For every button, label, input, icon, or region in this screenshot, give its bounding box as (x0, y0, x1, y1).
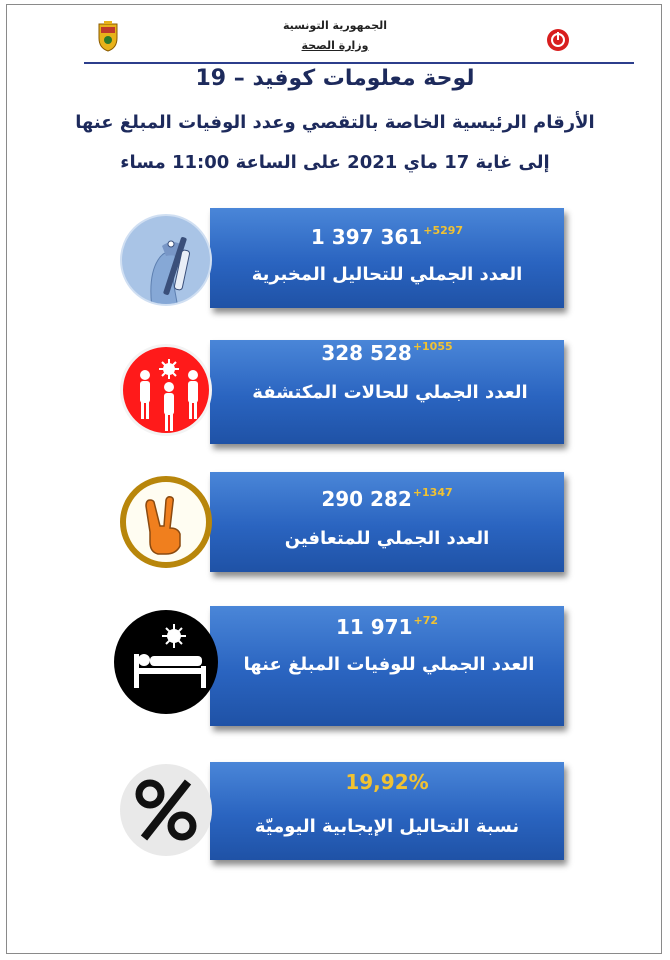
stat-value: 290 282 (321, 487, 412, 511)
detected-cases-people-icon (120, 344, 212, 436)
stat-value-line (210, 224, 564, 249)
stat-delta: +1347 (412, 486, 453, 499)
tunisia-emblem-icon (96, 20, 120, 52)
percent-icon (120, 764, 212, 856)
lab-test-swab-icon (120, 214, 212, 306)
ministry-name: وزارة الصحة (301, 39, 369, 52)
ministry-header (240, 16, 430, 56)
stat-label: العدد الجملي للمتعافين (284, 528, 490, 549)
victory-hand-icon (120, 476, 212, 568)
stat-value-line (210, 486, 564, 511)
stat-delta: +5297 (423, 224, 464, 237)
stat-label: العدد الجملي للحالات المكتشفة (252, 382, 528, 403)
stat-value-line (210, 614, 564, 639)
stat-value: 328 528 (321, 341, 412, 365)
stat-value: 1 397 361 (310, 225, 423, 249)
stat-value: 11 971 (335, 615, 413, 639)
stat-card-lab-tests (120, 208, 570, 312)
stat-delta: +1055 (412, 340, 453, 353)
report-dateline: إلى غاية 17 ماي 2021 على الساعة 11:00 مساء (120, 152, 550, 173)
stat-card-positivity-rate (120, 762, 570, 864)
positivity-rate-label: نسبة التحاليل الإيجابية اليوميّة (254, 816, 520, 837)
ministry-logo-icon (546, 28, 570, 52)
dashboard-title: لوحة معلومات كوفيد – 19 (195, 66, 475, 91)
stat-card-recovered (120, 472, 570, 576)
stat-label: العدد الجملي للوفيات المبلغ عنها (243, 654, 535, 675)
patient-bed-virus-icon (114, 610, 218, 714)
positivity-rate-value: 19,92% (345, 770, 429, 794)
stat-banner (210, 340, 564, 444)
header-divider (84, 62, 634, 64)
stat-card-detected-cases (120, 340, 570, 446)
republic-name: الجمهورية التونسية (282, 19, 388, 32)
dashboard-subtitle: الأرقام الرئيسية الخاصة بالتقصي وعدد الوفيات المبلغ عنها (75, 112, 595, 133)
stat-delta: +72 (413, 614, 439, 627)
stat-banner (210, 606, 564, 726)
stat-banner (210, 472, 564, 572)
stat-banner (210, 208, 564, 308)
stat-banner (210, 762, 564, 860)
stat-label: العدد الجملي للتحاليل المخبرية (251, 264, 523, 285)
stat-value-line (210, 340, 564, 365)
stat-card-deaths (120, 606, 570, 730)
